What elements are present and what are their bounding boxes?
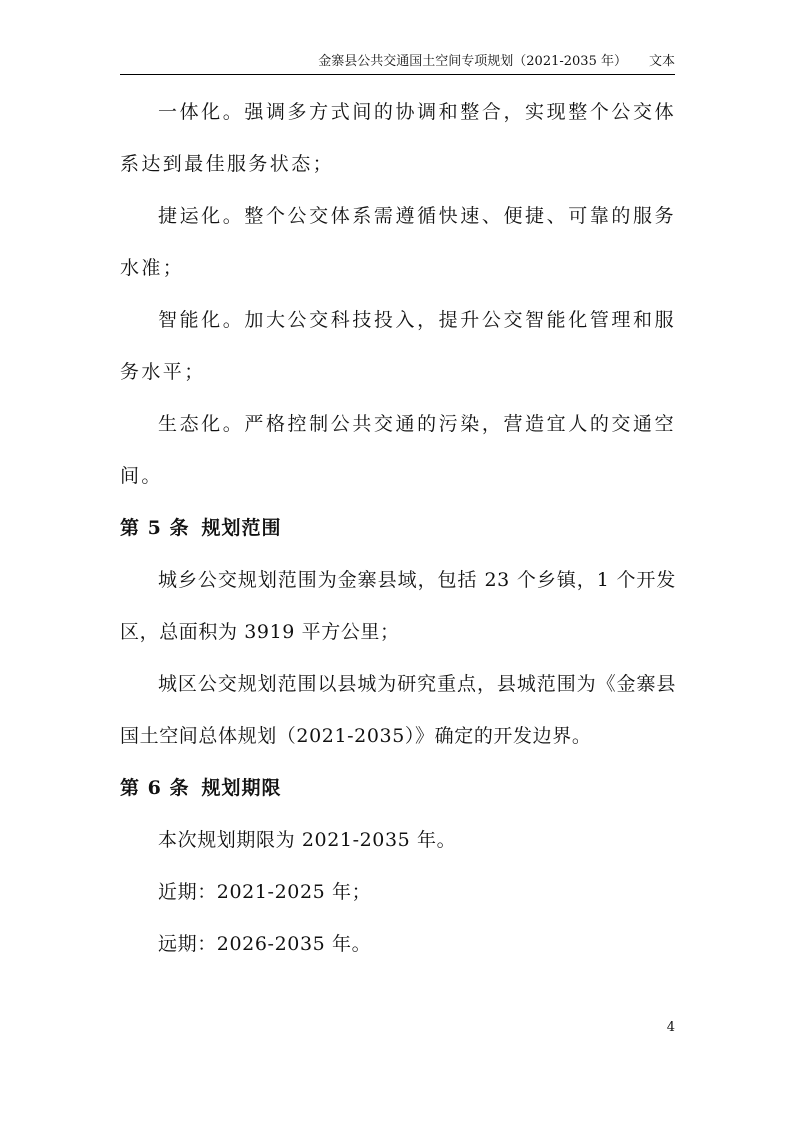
page-body <box>120 86 676 970</box>
article-6-paragraph: 本次规划期限为 2021-2035 年。 <box>158 829 457 851</box>
document-type-label: 文本 <box>648 54 675 69</box>
principle-rapid-transit: 捷运化。整个公交体系需遵循快速、便捷、可靠的服务水准； <box>120 205 676 279</box>
article-5-title: 规划范围 <box>201 517 282 539</box>
article-6-paragraph: 远期：2026-2035 年。 <box>158 933 372 955</box>
article-5-heading <box>120 502 676 554</box>
page-header <box>120 52 675 75</box>
principle-integration: 一体化。强调多方式间的协调和整合，实现整个公交体系达到最佳服务状态； <box>120 101 676 175</box>
article-5-paragraph: 城区公交规划范围以县城为研究重点，县城范围为《金寨县国土空间总体规划（2021-2035）》确定的开发边界。 <box>120 673 676 747</box>
article-6-title: 规划期限 <box>201 777 282 799</box>
article-6-heading <box>120 762 676 814</box>
page-number: 4 <box>666 1020 675 1035</box>
article-5-number: 第 5 条 <box>120 517 190 539</box>
principle-intelligence: 智能化。加大公交科技投入，提升公交智能化管理和服务水平； <box>120 309 676 383</box>
article-5-paragraph: 城乡公交规划范围为金寨县域，包括 23 个乡镇，1 个开发区，总面积为 3919 平方公里； <box>120 569 676 643</box>
document-title: 金寨县公共交通国土空间专项规划（2021-2035 年） <box>318 54 627 69</box>
principle-ecology: 生态化。严格控制公共交通的污染，营造宜人的交通空间。 <box>120 413 676 487</box>
article-6-paragraph: 近期：2021-2025 年； <box>158 881 372 903</box>
article-6-number: 第 6 条 <box>120 777 190 799</box>
